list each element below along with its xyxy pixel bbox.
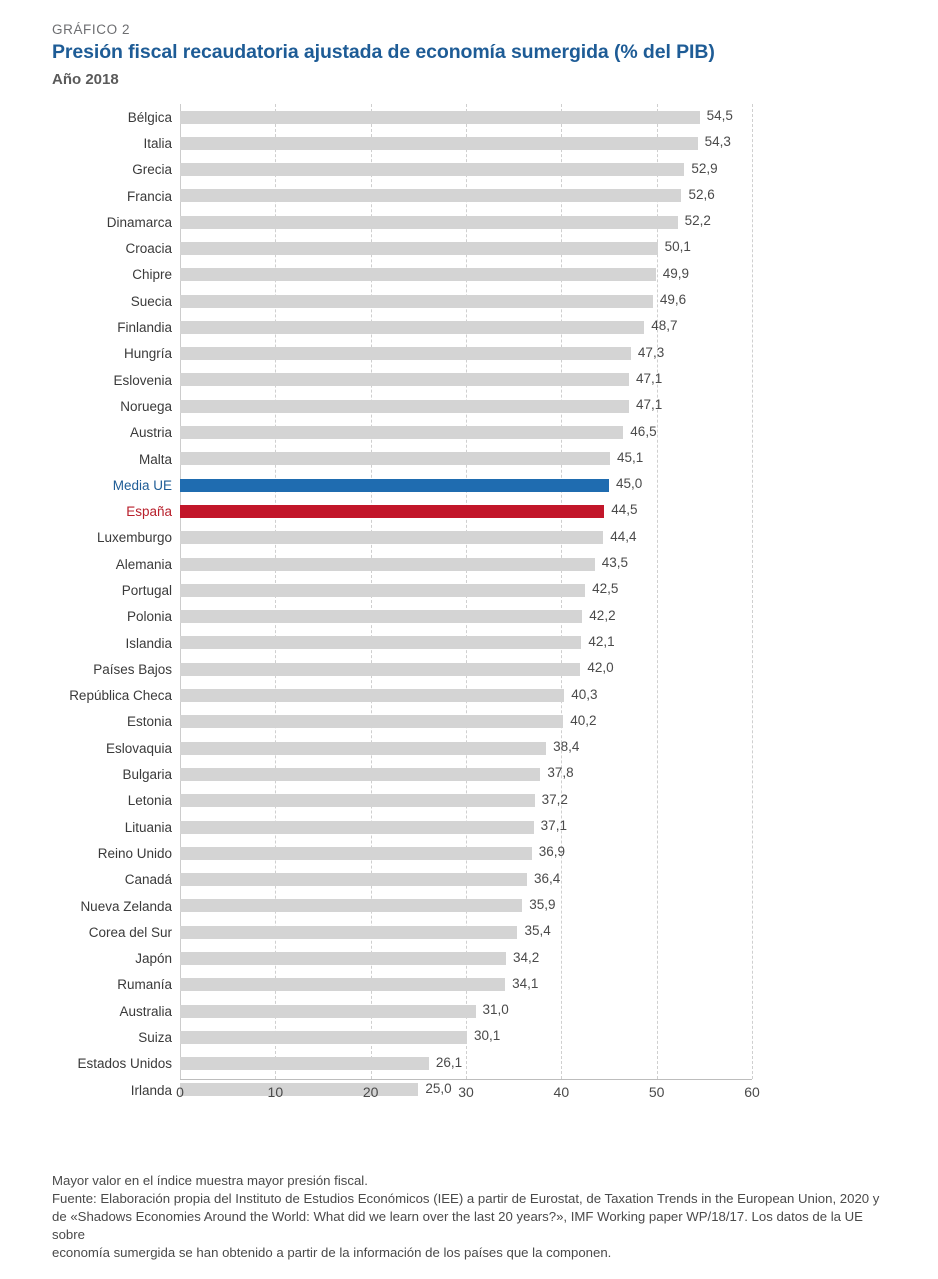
x-tick-label: 20 <box>362 1084 379 1100</box>
bar-category-label: Australia <box>119 1003 172 1019</box>
bar-category-label: Austria <box>129 425 172 441</box>
bar-track <box>180 656 886 682</box>
bar <box>180 873 527 886</box>
bar-value-label: 47,1 <box>636 370 663 386</box>
bar <box>180 216 678 229</box>
bar-value-label: 38,4 <box>553 739 580 755</box>
bar-value-label: 40,2 <box>570 712 597 728</box>
bar <box>180 610 582 623</box>
bar-rows <box>52 104 886 1103</box>
bar-track <box>180 998 886 1024</box>
bar-track <box>180 183 886 209</box>
bar <box>180 505 604 518</box>
bar-value-label: 34,2 <box>513 949 540 965</box>
bar-track <box>180 604 886 630</box>
bar <box>180 584 585 597</box>
bar-row <box>52 630 886 656</box>
bar <box>180 137 698 150</box>
bar <box>180 742 546 755</box>
bar-track <box>180 551 886 577</box>
bar-value-label: 47,1 <box>636 397 663 413</box>
bar <box>180 321 644 334</box>
bar-row <box>52 840 886 866</box>
bar-track <box>180 946 886 972</box>
bar-category-label: Irlanda <box>130 1082 172 1098</box>
page-title: Presión fiscal recaudatoria ajustada de economía sumergida (% del PIB) <box>52 41 715 63</box>
bar-track <box>180 630 886 656</box>
bar-row <box>52 551 886 577</box>
bar-category-label: Bélgica <box>127 109 172 125</box>
bar-row <box>52 367 886 393</box>
bar-value-label: 52,2 <box>684 213 711 229</box>
bar-value-label: 47,3 <box>637 344 665 360</box>
x-tick-label: 0 <box>176 1084 184 1100</box>
bar-value-label: 42,0 <box>587 660 614 676</box>
bar-track <box>180 972 886 998</box>
bar-category-label: Japón <box>135 951 172 967</box>
bar-track <box>180 130 886 156</box>
bar-category-label: Suiza <box>138 1030 172 1046</box>
bar <box>180 794 535 807</box>
bar-row <box>52 946 886 972</box>
bar-row <box>52 525 886 551</box>
bar-category-label: Estados Unidos <box>77 1056 172 1072</box>
bar-value-label: 48,7 <box>651 318 678 334</box>
bar-category-label: Malta <box>138 451 172 467</box>
bar-value-label: 35,9 <box>529 896 556 912</box>
bar-category-label: Bulgaria <box>122 767 172 783</box>
bar-value-label: 52,6 <box>688 186 715 202</box>
bar-category-label: Croacia <box>125 241 172 257</box>
bar-value-label: 25,0 <box>425 1080 452 1096</box>
bar-row <box>52 235 886 261</box>
bar <box>180 242 658 255</box>
bar-row <box>52 288 886 314</box>
bar-track <box>180 420 886 446</box>
bar <box>180 847 532 860</box>
bar-category-label: Países Bajos <box>93 661 172 677</box>
bar-track <box>180 498 886 524</box>
bar-category-label: Polonia <box>126 609 172 625</box>
bar-track <box>180 472 886 498</box>
x-axis-ticks <box>176 1084 760 1108</box>
bar-track <box>180 157 886 183</box>
bar-value-label: 37,2 <box>541 791 568 807</box>
bar-row <box>52 972 886 998</box>
bar-track <box>180 761 886 787</box>
bar-row <box>52 656 886 682</box>
footnote-line: Fuente: Elaboración propia del Instituto de Estudios Económicos (IEE) a partir de Eurostat, de Taxation Trends in the European Union, 2020 y <box>52 1191 880 1206</box>
footnote-line: Mayor valor en el índice muestra mayor presión fiscal. <box>52 1173 368 1188</box>
bar-value-label: 49,9 <box>662 265 689 281</box>
bar-row <box>52 577 886 603</box>
bar-track <box>180 919 886 945</box>
bar-category-label: Hungría <box>123 346 172 362</box>
bar-row <box>52 919 886 945</box>
bar-value-label: 42,2 <box>589 607 616 623</box>
bar <box>180 926 517 939</box>
bar-category-label: Luxemburgo <box>96 530 172 546</box>
bar-category-label: España <box>126 504 172 520</box>
bar-category-label: Francia <box>126 188 172 204</box>
bar-category-label: Reino Unido <box>97 845 172 861</box>
bar <box>180 347 631 360</box>
bar-track <box>180 893 886 919</box>
bar-track <box>180 788 886 814</box>
bar-track <box>180 867 886 893</box>
bar-value-label: 37,1 <box>540 818 567 834</box>
bar-category-label: Media UE <box>112 477 172 493</box>
plot-area <box>52 104 886 1114</box>
bar-row <box>52 446 886 472</box>
bar <box>180 268 656 281</box>
bar-row <box>52 893 886 919</box>
bar-track <box>180 288 886 314</box>
x-tick-label: 50 <box>648 1084 665 1100</box>
bar-row <box>52 709 886 735</box>
bar-track <box>180 209 886 235</box>
x-tick-label: 30 <box>458 1084 474 1100</box>
bar <box>180 715 563 728</box>
bar-category-label: República Checa <box>69 688 172 704</box>
bar-row <box>52 1051 886 1077</box>
bar <box>180 952 506 965</box>
bar-value-label: 37,8 <box>547 765 574 781</box>
bar-track <box>180 814 886 840</box>
footnote-line: economía sumergida se han obtenido a partir de la información de los países que la componen. <box>52 1245 612 1260</box>
bar-track <box>180 341 886 367</box>
bar-row <box>52 341 886 367</box>
bar-row <box>52 867 886 893</box>
bar-track <box>180 1024 886 1050</box>
bar-category-label: Eslovenia <box>113 372 172 388</box>
bar <box>180 978 505 991</box>
bar-row <box>52 788 886 814</box>
bar-category-label: Chipre <box>132 267 172 283</box>
bar-row <box>52 393 886 419</box>
bar <box>180 373 629 386</box>
bar-value-label: 40,3 <box>571 686 598 702</box>
bar-row <box>52 498 886 524</box>
bar-track <box>180 235 886 261</box>
bar-value-label: 36,4 <box>534 870 561 886</box>
bar-row <box>52 130 886 156</box>
bar-chart <box>52 104 886 1114</box>
bar-track <box>180 314 886 340</box>
x-tick-label: 40 <box>553 1084 570 1100</box>
bar-value-label: 45,0 <box>616 476 643 492</box>
bar-track <box>180 446 886 472</box>
bar <box>180 163 684 176</box>
bar-track <box>180 709 886 735</box>
bar-value-label: 30,1 <box>473 1028 501 1044</box>
bar-category-label: Letonia <box>127 793 172 809</box>
bar <box>180 899 522 912</box>
bar-value-label: 42,1 <box>588 633 615 649</box>
bar-track <box>180 525 886 551</box>
bar-value-label: 31,0 <box>482 1002 509 1018</box>
bar-category-label: Grecia <box>132 162 172 178</box>
bar-row <box>52 761 886 787</box>
bar <box>180 558 595 571</box>
bar <box>180 426 623 439</box>
bar-value-label: 45,1 <box>616 449 644 465</box>
bar-category-label: Suecia <box>130 293 172 309</box>
bar-row <box>52 262 886 288</box>
bar <box>180 821 534 834</box>
bar-track <box>180 1051 886 1077</box>
bar-value-label: 54,3 <box>704 134 731 150</box>
bar-row <box>52 104 886 130</box>
chart-kicker: GRÁFICO 2 <box>52 22 131 37</box>
bar-row <box>52 183 886 209</box>
bar-value-label: 34,1 <box>512 975 539 991</box>
bar <box>180 636 581 649</box>
bar-row <box>52 604 886 630</box>
bar-track <box>180 104 886 130</box>
bar-value-label: 46,5 <box>630 423 657 439</box>
x-tick-label: 60 <box>744 1084 760 1100</box>
bar-category-label: Eslovaquia <box>105 740 172 756</box>
bar <box>180 400 629 413</box>
bar-category-label: Portugal <box>121 582 172 598</box>
bar-value-label: 50,1 <box>664 239 691 255</box>
bar-category-label: Corea del Sur <box>88 924 172 940</box>
bar-row <box>52 1024 886 1050</box>
bar-row <box>52 209 886 235</box>
bar-track <box>180 577 886 603</box>
bar-value-label: 52,9 <box>691 160 718 176</box>
bar-value-label: 49,6 <box>659 292 687 308</box>
bar-row <box>52 314 886 340</box>
bar-track <box>180 262 886 288</box>
bar-category-label: Finlandia <box>117 320 172 336</box>
bar-category-label: Canadá <box>124 872 172 888</box>
bar-track <box>180 367 886 393</box>
bar-value-label: 44,5 <box>611 502 638 518</box>
bar-category-label: Lituania <box>124 819 172 835</box>
x-tick-label: 10 <box>267 1084 284 1100</box>
bar-category-label: Noruega <box>120 398 172 414</box>
bar-row <box>52 157 886 183</box>
chart-subtitle: Año 2018 <box>52 71 119 88</box>
bar-category-label: Nueva Zelanda <box>80 898 172 914</box>
bar <box>180 1031 467 1044</box>
chart-footnotes <box>52 1172 888 1262</box>
bar-row <box>52 683 886 709</box>
bar-category-label: Islandia <box>125 635 172 651</box>
bar-row <box>52 472 886 498</box>
footnote-line: de «Shadows Economies Around the World: What did we learn over the last 20 years?», IMF Working paper WP/18/17. Los datos de la UE sobre <box>52 1209 863 1242</box>
bar-row <box>52 735 886 761</box>
bar-category-label: Italia <box>143 135 172 151</box>
bar-category-label: Dinamarca <box>106 214 172 230</box>
bar-category-label: Alemania <box>115 556 172 572</box>
bar <box>180 663 580 676</box>
bar <box>180 452 610 465</box>
bar <box>180 689 564 702</box>
bar-row <box>52 998 886 1024</box>
bar-track <box>180 393 886 419</box>
bar-value-label: 26,1 <box>435 1054 463 1070</box>
bar-value-label: 44,4 <box>610 528 637 544</box>
bar-row <box>52 814 886 840</box>
bar <box>180 189 681 202</box>
bar <box>180 768 540 781</box>
bar-value-label: 54,5 <box>706 108 733 123</box>
bar-category-label: Rumanía <box>117 977 172 993</box>
bar <box>180 479 609 492</box>
bar <box>180 1057 429 1070</box>
bar <box>180 1005 476 1018</box>
bar-track <box>180 683 886 709</box>
bar-value-label: 43,5 <box>601 555 628 571</box>
bar <box>180 111 700 124</box>
bar-category-label: Estonia <box>126 714 172 730</box>
bar-value-label: 36,9 <box>538 844 566 860</box>
bar <box>180 531 603 544</box>
bar-value-label: 35,4 <box>524 923 551 939</box>
bar <box>180 295 653 308</box>
bar-track <box>180 840 886 866</box>
bar-row <box>52 420 886 446</box>
bar-track <box>180 735 886 761</box>
bar-value-label: 42,5 <box>592 581 619 597</box>
